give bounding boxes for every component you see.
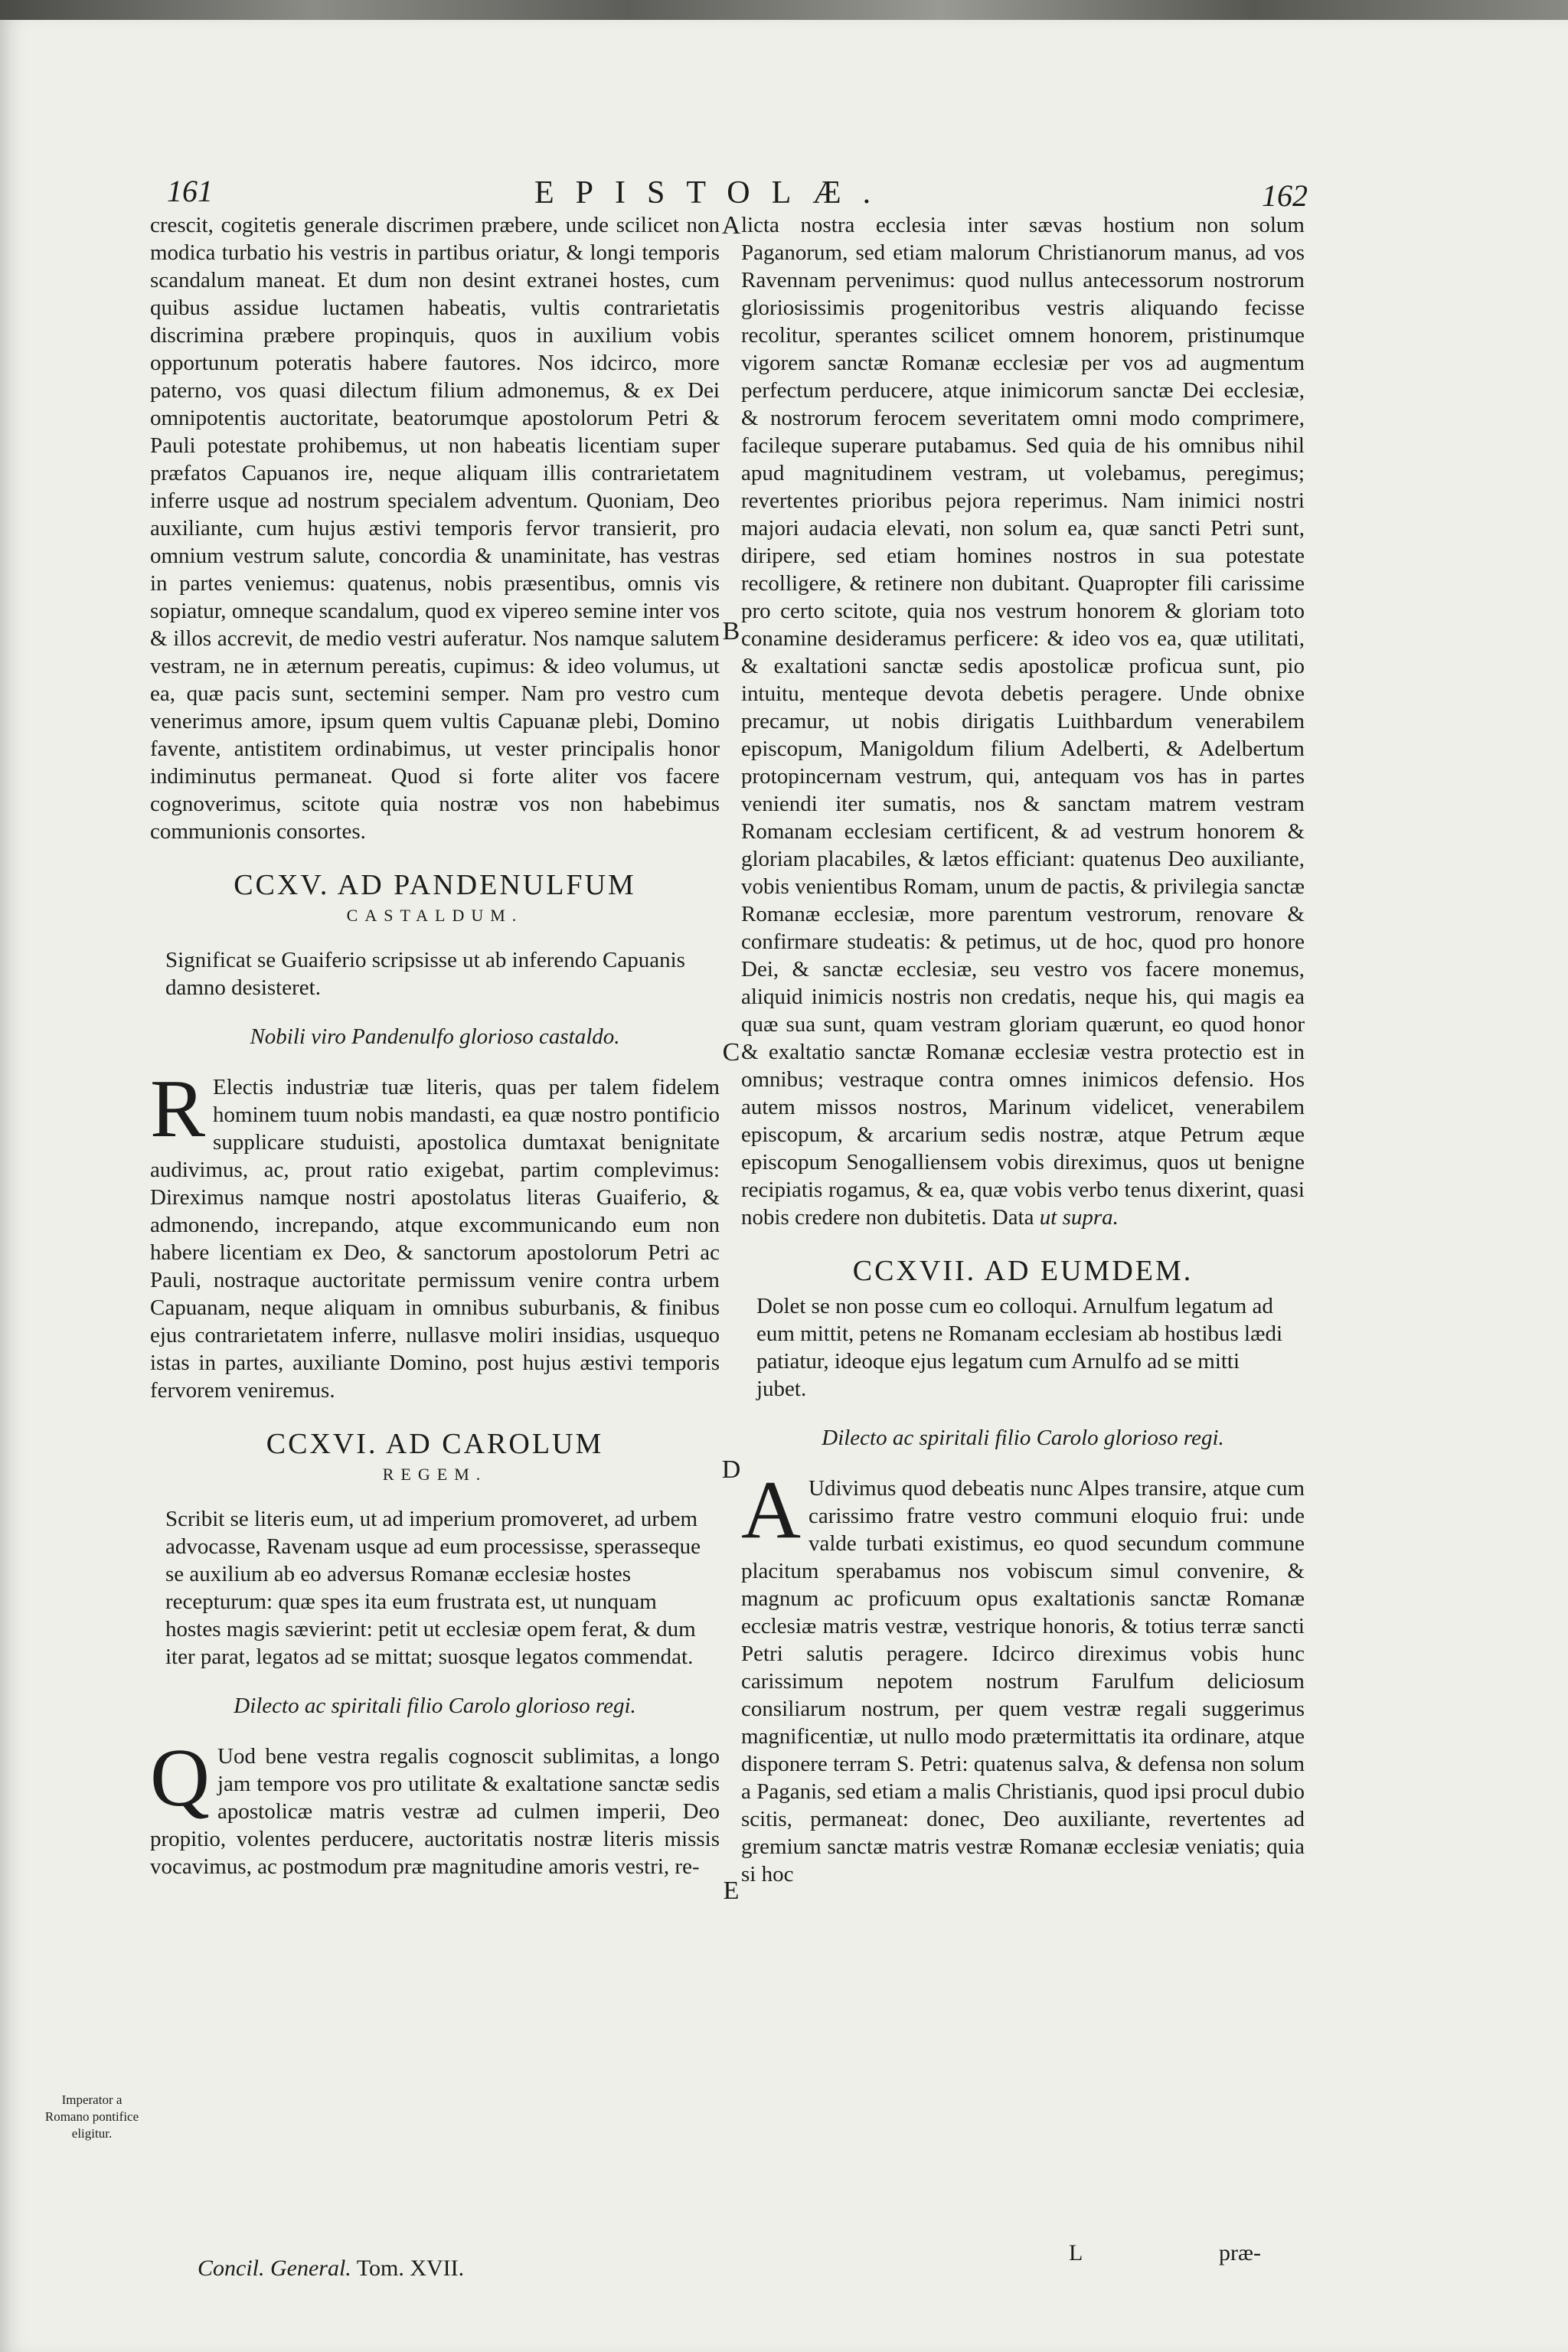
- letter-216-summary: Scribit se literis eum, ut ad imperium promoveret, ad urbem advocasse, Ravenam usque ad eum processisse, sperasseque se auxilium ab eo adversus Romanæ ecclesiæ hostes recepturum: quæ spes ita eum frustrata est, ut nunquam hostes magis sævierint: petit ut ecclesiæ opem ferat, & dum iter parat, legatos ad se mittat; suosque legatos commendat.: [165, 1507, 701, 1669]
- letter-216-continuation: [741, 211, 1305, 1231]
- letter-215-text: Electis industriæ tuæ literis, quas per talem fidelem hominem tuum nobis mandasti, ea quæ nostro pontificio supplicare studuisti, apostolica dumtaxat benignitate audivimus, ac, prout ratio exigebat, partim complevimus: Direximus namque nostri apostolatus literas Guaiferio, & admonendo, increpando, atque excommunicando eum non habere licentiam ex Deo, & sanctorum apostolorum Petri ac Pauli, nostraque auctoritate permissum venire contra urbem Capuanam, neque aliquam in omnibus suburbanis, & finibus ejus contrarietatem inferre, nullasve moliri insidias, usquequo istas in partes, auxiliante Domino, post hujus æstivi temporis fervorem veniremus.: [150, 1075, 720, 1403]
- letter-215-salutation: Nobili viro Pandenulfo glorioso castaldo.: [250, 1024, 620, 1049]
- page-footer: [198, 2256, 464, 2282]
- letter-216-heading: CCXVI. AD CAROLUM: [266, 1428, 604, 1460]
- margin-mark-e: E: [723, 1877, 740, 1905]
- letter-217-body: [741, 1465, 1305, 1888]
- running-title: EPISTOLÆ.: [534, 175, 893, 211]
- drop-cap: R: [150, 1063, 206, 1155]
- left-column: [150, 211, 720, 1880]
- book-page: [0, 20, 1568, 2352]
- drop-cap: Q: [150, 1733, 210, 1824]
- margin-note: Imperator a Romano pontifice eligitur.: [44, 2092, 139, 2141]
- letter-217-heading: CCXVII. AD EUMDEM.: [852, 1255, 1194, 1287]
- right-column: [741, 211, 1305, 1888]
- letter-216-body: [150, 1733, 720, 1880]
- signature-mark: L: [1069, 2240, 1083, 2265]
- margin-mark-b: B: [722, 617, 740, 645]
- letter-216-salutation: Dilecto ac spiritali filio Carolo glorioso regi.: [234, 1694, 636, 1718]
- letter-215-body: [150, 1063, 720, 1404]
- photo-background-strip: [0, 0, 1568, 20]
- letter-217-text: Udivimus quod debeatis nunc Alpes transire, atque cum carissimo fratre vestro communi eloquio frui: unde valde turbati existimus, eo quod secundum commune placitum sperabamus nos vobiscum simul convenire, & magnum ac proficuum opus exaltationis sanctæ Romanæ ecclesiæ matris vestræ, vestrique honoris, & totius terræ sancti Petri salutis peragere. Idcirco direximus vobis hunc carissimum nepotem nostrum Farulfum deliciosum consiliarum nostrum, per quem vestræ regali suggerimus magnificentiæ, ut nullo modo prætermittatis ita ordinare, atque disponere terram S. Petri: quatenus salva, & defensa non solum a Paganis, sed etiam a malis Christianis, quod ipsi procul dubio scitis, permaneat: donec, Deo auxiliante, revertentes ad gremium sanctæ matris vestræ Romanæ ecclesiæ veniatis; quia si hoc: [741, 1476, 1305, 1886]
- footer-tome: Tom. XVII.: [356, 2256, 465, 2281]
- margin-mark-a: A: [721, 211, 741, 240]
- letter-216-continued-text: licta nostra ecclesia inter sævas hostium non solum Paganorum, sed etiam malorum Christianorum manus, ad vos Ravennam pervenimus: quod nullus antecessorum nostrorum gloriosissimis progenitoribus vestris aliquando fecisse recolitur, sperantes scilicet omnem honorem, pristinumque vigorem sanctæ Romanæ ecclesiæ per vos ad augmentum perfectum perducere, atque inimicorum sanctæ Dei ecclesiæ, & nostrorum ferocem severitatem omni modo comprimere, facileque superare putabamus. Sed quia de his omnibus nihil apud magnitudinem vestram, ut volebamus, peregimus; revertentes prioribus pejora reperimus. Nam inimici nostri majori audacia elevati, non solum ea, quæ sancti Petri sunt, diripere, sed etiam homines nostros in sua potestate recolligere, & retinere non dubitant. Quapropter fili carissime pro certo scitote, quia nos vestrum honorem & gloriam toto conamine desideramus perficere: & ideo vos ea, quæ utilitati, & exaltationi sanctæ sedis apostolicæ proficua sunt, pio intuitu, menteque devota debetis peragere. Unde obnixe precamur, ut nobis dirigatis Luithbardum venerabilem episcopum, Manigoldum filium Adelberti, & Adelbertum protopincernam vestrum, qui, antequam vos has in partes veniendi iter sumatis, nos & sanctam matrem vestram Romanam ecclesiam certificent, & ad vestrum honorem & gloriam placabiles, & lætos efficiant: quatenus Deo auxiliante, vobis venientibus Romam, unum de pactis, & privilegia sanctæ Romanæ ecclesiæ, more parentum vestrorum, renovare & confirmare studeatis: & petimus, ut de hoc, quod pro honore Dei, & sanctæ ecclesiæ, seu vestro vos facere monemus, aliquid inimicis nostris non credatis, neque his, qui magis ea quæ sua sunt, quam vestram gloriam quærunt, eo quod honor & exaltatio sanctæ Romanæ ecclesiæ vestra protectio est in omnibus; vestraque contra omnes inimicos defensio. Hos autem missos nostros, Marinum videlicet, venerabilem episcopum, & arcarium sedis nostræ, atque Petrum æque episcopum Senogalliensem vobis direximus, quos ut benigne recipiatis rogamus, & ea, quæ vobis verbo tenus dixerint, quasi nobis credere non dubitetis. Data: [741, 213, 1305, 1230]
- letter-216-text: Uod bene vestra regalis cognoscit sublimitas, a longo jam tempore vos pro utilitate & exaltatione sanctæ sedis apostolicæ matris vestræ ad culmen imperii, Deo propitio, volentes perducere, auctoritatis nostræ literis missis vocavimus, ac postmodum præ magnitudine amoris vestri, re-: [150, 1744, 720, 1879]
- letter-217-summary: Dolet se non posse cum eo colloqui. Arnulfum legatum ad eum mittit, petens ne Romanam ecclesiam ab hostibus lædi patiatur, ideoque ejus legatum cum Arnulfo ad se mitti jubet.: [756, 1294, 1283, 1401]
- letter-214-continuation: crescit, cogitetis generale discrimen præbere, unde scilicet non modica turbatio his vestris in partibus oriatur, & longi temporis scandalum maneat. Et dum non desint extranei hostes, cum quibus assidue luctamen habeatis, vultis contrarietatis discrimina præbere propinquis, quos in auxilium vobis opportunum poteratis habere fautores. Nos idcirco, more paterno, vos quasi dilectum filium admonemus, & ex Dei omnipotentis auctoritate, beatorumque apostolorum Petri & Pauli potestate prohibemus, ut non habeatis licentiam super præfatos Capuanos ire, neque aliquam illis contrarietatem inferre usque ad nostrum specialem adventum. Quoniam, Deo auxiliante, cum hujus æstivi temporis fervor transierit, pro omnium vestrum salute, concordia & unaminitate, has vestras in partes veniemus: quatenus, nobis præsentibus, omnis vis sopiatur, omneque scandalum, quod ex vipereo semine inter vos & illos accrevit, de medio vestri auferatur. Nos namque salutem vestram, ne in æternum pereatis, cupimus: & ideo volumus, ut ea, quæ pacis sunt, sectemini semper. Nam pro vestro cum venerimus amore, ipsum quem vultis Capuanæ plebi, Domino favente, antistitem ordinabimus, ut vester principalis honor indiminutus permaneat. Quod si forte aliter vos facere cognoverimus, scitote quia nostræ vos non habebimus communionis consortes.: [150, 213, 720, 844]
- drop-cap: A: [741, 1465, 801, 1556]
- letter-217-salutation: Dilecto ac spiritali filio Carolo glorioso regi.: [822, 1426, 1224, 1450]
- footer-source: Concil. General.: [198, 2256, 351, 2281]
- page-number-left: 161: [167, 174, 213, 208]
- letter-215-summary: Significat se Guaiferio scripsisse ut ab inferendo Capuanis damno desisteret.: [165, 948, 685, 1000]
- letter-215-heading: CCXV. AD PANDENULFUM: [234, 869, 636, 901]
- letter-216-subheading: REGEM.: [382, 1465, 488, 1484]
- letter-215-subheading: CASTALDUM.: [346, 906, 524, 925]
- page-number-right: 162: [1262, 178, 1308, 213]
- margin-mark-c: C: [722, 1038, 740, 1067]
- catchword: præ-: [1219, 2240, 1261, 2265]
- date-note: ut supra.: [1039, 1205, 1119, 1230]
- margin-mark-d: D: [721, 1455, 741, 1484]
